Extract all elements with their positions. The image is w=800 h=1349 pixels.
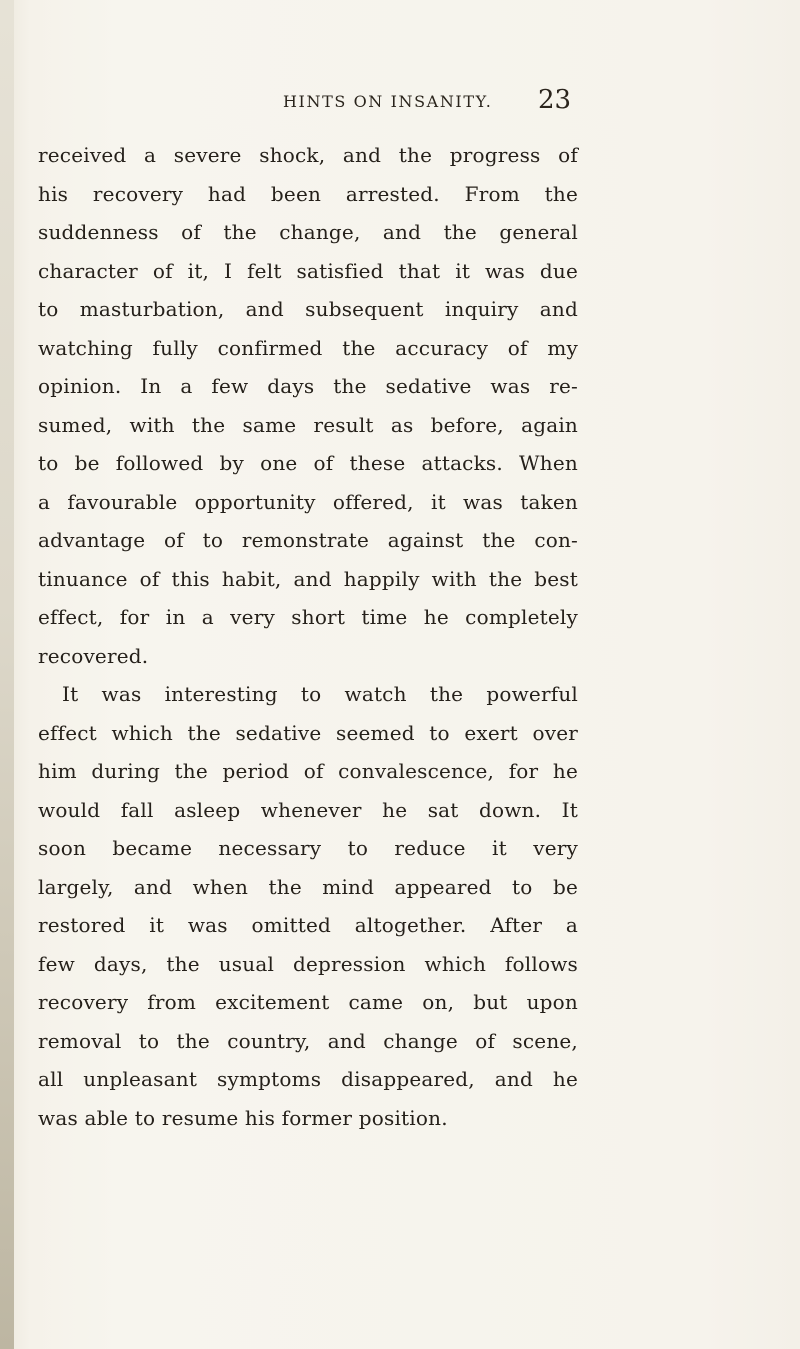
text-line-paragraph-end: recovered.	[38, 643, 149, 668]
text-line-paragraph-end: was able to resume his former position.	[38, 1105, 448, 1130]
text-line: his recovery had been arrested. From the	[38, 181, 578, 206]
running-title: HINTS ON INSANITY.	[283, 92, 493, 111]
text-line: restored it was omitted altogether. After a	[38, 913, 578, 937]
text-line: largely, and when the mind appeared to be	[38, 874, 578, 899]
text-line: effect, for in a very short time he completely	[38, 605, 578, 629]
page-gutter-shadow	[0, 0, 14, 1349]
text-line: watching fully confirmed the accuracy of my	[38, 335, 578, 360]
text-line: removal to the country, and change of scene,	[38, 1028, 578, 1053]
text-line: recovery from excitement came on, but upon	[38, 990, 578, 1014]
text-line: soon became necessary to reduce it very	[38, 836, 578, 860]
text-line: a favourable opportunity offered, it was taken	[38, 489, 578, 514]
body-text	[38, 136, 578, 1137]
text-line: effect which the sedative seemed to exert over	[38, 720, 578, 745]
text-line: received a severe shock, and the progress of	[38, 143, 578, 167]
text-line: tinuance of this habit, and happily with the best	[38, 566, 578, 591]
text-line: suddenness of the change, and the general	[38, 220, 578, 244]
text-line: advantage of to remonstrate against the con-	[38, 528, 578, 552]
text-line-paragraph-start: It was interesting to watch the powerful	[62, 682, 578, 706]
text-line: would fall asleep whenever he sat down. It	[38, 797, 578, 822]
text-line: all unpleasant symptoms disappeared, and he	[38, 1067, 578, 1091]
text-line: opinion. In a few days the sedative was re-	[38, 374, 578, 398]
text-line: sumed, with the same result as before, again	[38, 412, 578, 437]
text-line: to be followed by one of these attacks. When	[38, 451, 578, 475]
running-head	[0, 86, 800, 118]
text-line: him during the period of convalescence, for he	[38, 759, 578, 783]
text-line: to masturbation, and subsequent inquiry and	[38, 297, 578, 321]
text-line: character of it, I felt satisfied that it was due	[38, 258, 578, 283]
text-line: few days, the usual depression which follows	[38, 951, 578, 976]
page-number: 23	[538, 85, 572, 115]
